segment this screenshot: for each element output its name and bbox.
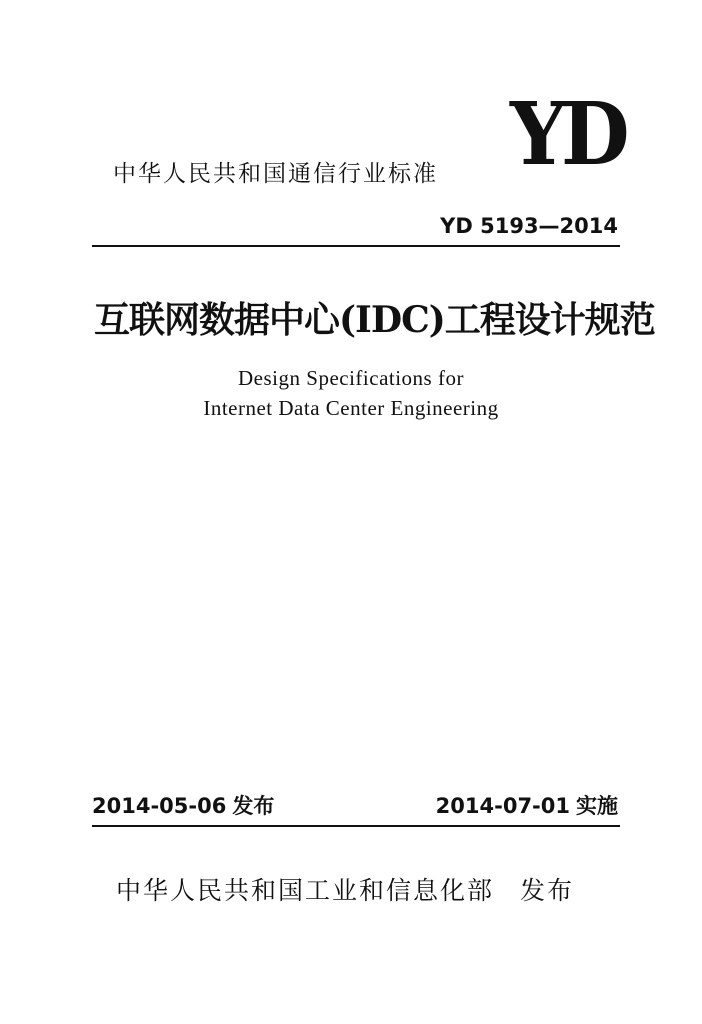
issued-date: 2014-05-06 <box>92 794 227 818</box>
issue-tag: 发布 <box>520 876 575 905</box>
chinese-title: 互联网数据中心(IDC)工程设计规范 <box>94 299 655 341</box>
standard-number: YD 5193—2014 <box>440 214 618 238</box>
issued-date-block <box>92 790 274 820</box>
bottom-divider <box>92 825 620 827</box>
top-divider <box>92 245 620 247</box>
effective-date: 2014-07-01 <box>435 794 570 818</box>
publisher-line <box>116 871 574 907</box>
standard-category: 中华人民共和国通信行业标准 <box>113 161 438 187</box>
english-title-line-1: Design Specifications for <box>238 366 464 390</box>
english-title-line-2: Internet Data Center Engineering <box>203 396 499 420</box>
issuer-name: 中华人民共和国工业和信息化部 <box>116 876 495 905</box>
effective-label: 实施 <box>576 794 618 818</box>
effective-date-block <box>436 790 618 820</box>
yd-logo: YD <box>510 84 625 185</box>
issued-label: 发布 <box>232 794 275 818</box>
